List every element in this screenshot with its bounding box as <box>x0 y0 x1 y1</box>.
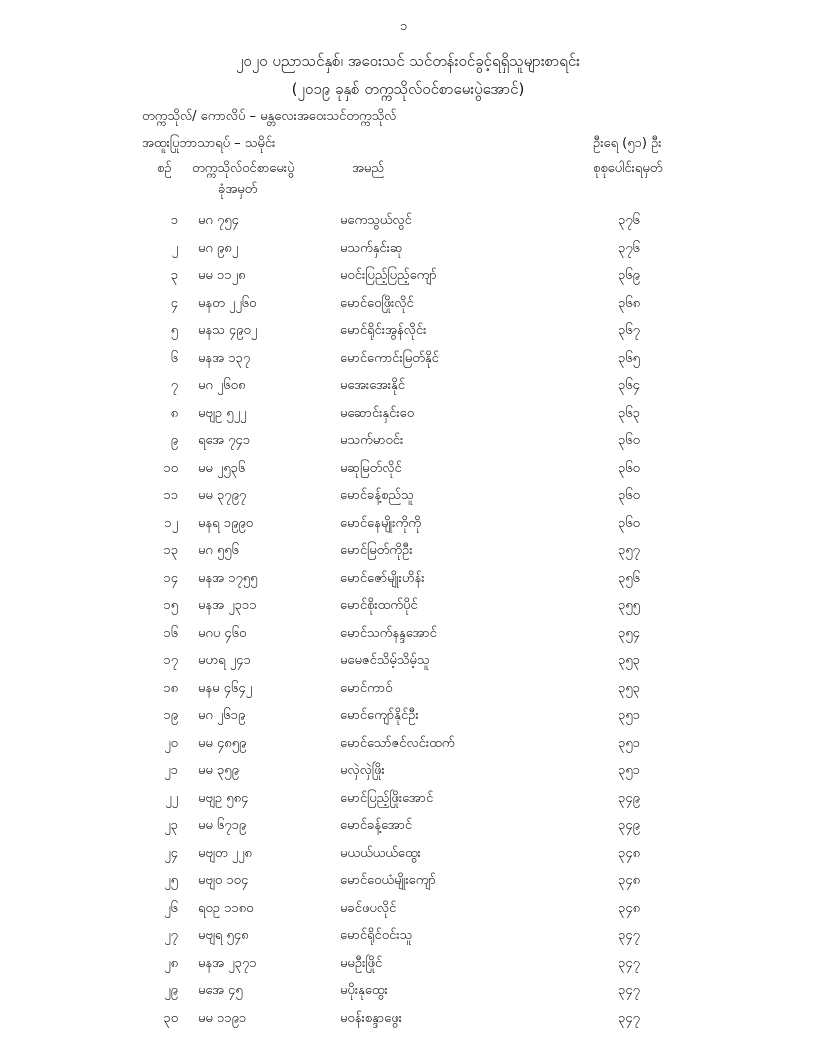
table-row <box>0 240 816 262</box>
serial-cell: ၆ <box>170 350 178 366</box>
score-cell: ၃၆၄ <box>618 378 640 393</box>
name-cell: မသက်မာဝင်း <box>340 433 404 448</box>
table-row <box>0 955 816 977</box>
score-cell: ၃၅၁ <box>618 763 640 778</box>
serial-cell: ၂၉ <box>164 983 178 998</box>
serial-cell: ၁၃ <box>163 543 178 558</box>
name-cell: မောင်ခန့်အောင် <box>340 818 413 833</box>
roll-number-cell: မမ ၃၇၉၇ <box>198 488 247 503</box>
serial-cell: ၅ <box>170 323 178 338</box>
document-subtitle: (၂၀၁၉ ခုနှစ် တက္ကသိုလ်ဝင်စာမေးပွဲအောင်) <box>291 80 525 98</box>
roll-number-cell: မနအ ၁၃၇ <box>198 350 251 366</box>
roll-number-cell: မဂပ ၄၆၀ <box>198 625 247 641</box>
serial-cell: ၂၈ <box>164 955 178 971</box>
name-cell: မောင်မြတ်ကိုဦး <box>340 543 413 558</box>
name-cell: မကေသွယ်လွင် <box>340 213 412 228</box>
column-header-roll-line2: ခုံအမှတ် <box>218 182 258 197</box>
table-row <box>0 927 816 949</box>
serial-cell: ၂ <box>171 240 178 256</box>
table-row <box>0 432 816 454</box>
column-header-score: စုစုပေါင်းရမှတ် <box>593 161 663 176</box>
score-cell: ၃၇၆ <box>618 213 640 228</box>
name-cell: မောင်ရိုင်ဝင်းသူ <box>340 928 413 943</box>
roll-number-cell: မနအ ၂၃၇၁ <box>198 955 257 971</box>
score-cell: ၃၆၀ <box>618 488 640 503</box>
table-row <box>0 762 816 784</box>
name-cell: မဆောင်းနှင်းဝေ <box>340 405 414 421</box>
page-number: ၁ <box>400 19 408 34</box>
score-cell: ၃၅၇ <box>618 543 640 558</box>
name-cell: မအေးအေးနိုင် <box>340 378 405 393</box>
name-cell: မပိုးနုထွေး <box>340 983 388 998</box>
name-cell: မမဦးဖြိုင် <box>340 955 383 971</box>
name-cell: မောင်ကျော်နိုင်ဦး <box>340 708 419 723</box>
roll-number-cell: မမ ၁၁၂၈ <box>198 268 246 283</box>
score-cell: ၃၄၇ <box>618 983 640 998</box>
serial-cell: ၃ <box>170 268 178 283</box>
table-row <box>0 542 816 564</box>
roll-number-cell: ရအေ ၇၄၁ <box>198 433 251 448</box>
serial-cell: ၂၄ <box>164 845 178 861</box>
score-cell: ၃၄၉ <box>618 818 640 833</box>
column-header-name: အမည် <box>352 161 384 176</box>
roll-number-cell: မဂ ၇၅၄ <box>198 213 239 228</box>
name-cell: မဝင်းပြည့်ပြည့်ကျော် <box>340 268 437 283</box>
roll-number-cell: မဗျရ ၅၄၈ <box>198 928 249 943</box>
score-cell: ၃၅၆ <box>618 570 640 586</box>
serial-cell: ၁၁ <box>163 488 178 503</box>
roll-number-cell: မမ ၂၅၃၆ <box>198 460 246 476</box>
roll-number-cell: မနရ ၁၉၉၀ <box>198 515 254 531</box>
score-cell: ၃၄၈ <box>618 900 641 916</box>
roll-number-cell: မဗျတ ၂၂၈ <box>198 845 252 861</box>
name-cell: မောင်ဝေဖြိုးလိုင် <box>340 295 414 311</box>
table-row <box>0 570 816 592</box>
score-cell: ၃၆၈ <box>618 295 641 311</box>
serial-cell: ၁၆ <box>163 625 178 641</box>
table-row <box>0 377 816 399</box>
table-row <box>0 212 816 234</box>
serial-cell: ၂၅ <box>164 873 178 888</box>
roll-number-cell: မနမ ၄၆၄၂ <box>198 680 253 696</box>
serial-cell: ၂၂ <box>165 790 178 806</box>
serial-cell: ၃၀ <box>163 1010 178 1026</box>
table-row <box>0 790 816 812</box>
serial-cell: ၁၂ <box>164 515 178 531</box>
serial-cell: ၇ <box>170 378 178 393</box>
name-cell: မောင်ကာဝ် <box>340 680 393 696</box>
table-row <box>0 1010 816 1032</box>
roll-number-cell: မမ ၄၈၅၉ <box>198 735 247 751</box>
name-cell: မောင်နေမျိုးကိုကို <box>340 515 421 531</box>
name-cell: မဝန်းစန္ဒာဖွေး <box>340 1010 402 1026</box>
roll-number-cell: မဗျဥ ၅၈၄ <box>198 790 249 806</box>
score-cell: ၃၅၄ <box>618 625 640 641</box>
serial-cell: ၂၇ <box>164 928 178 943</box>
roll-number-cell: မမ ၆၇၁၉ <box>198 818 247 833</box>
table-row <box>0 460 816 482</box>
name-cell: မောင်ပြည့်ဖြိုးအောင် <box>340 790 434 806</box>
roll-number-cell: ရဝဥ ၁၁၈၀ <box>198 900 254 916</box>
serial-cell: ၁ <box>170 213 178 228</box>
score-cell: ၃၄၇ <box>618 955 640 971</box>
roll-number-cell: မနအ ၂၃၁၁ <box>198 598 257 613</box>
score-cell: ၃၆၀ <box>618 433 640 448</box>
name-cell: မောင်ခန့်စည်သူ <box>340 488 414 503</box>
table-row <box>0 405 816 427</box>
table-row <box>0 295 816 317</box>
roll-number-cell: မဂ ၉၈၂ <box>198 240 239 256</box>
score-cell: ၃၆၇ <box>618 323 640 338</box>
table-row <box>0 900 816 922</box>
score-cell: ၃၄၈ <box>618 873 641 888</box>
name-cell: မခင်ဖပလိုင် <box>340 900 397 916</box>
name-cell: မယယ်ယယ်ထွေး <box>340 845 421 861</box>
score-cell: ၃၅၁ <box>618 735 640 751</box>
name-cell: မသက်နှင်းဆု <box>340 240 403 256</box>
serial-cell: ၈ <box>170 405 178 421</box>
serial-cell: ၂၁ <box>164 763 178 778</box>
major-line: အထူးပြုဘာသာရပ် – သမိုင်း <box>142 136 276 151</box>
name-cell: မောင်သက်နန္ဒအောင် <box>340 625 437 641</box>
table-row <box>0 515 816 537</box>
score-cell: ၃၅၅ <box>618 598 640 613</box>
score-cell: ၃၅၃ <box>618 653 640 668</box>
table-row <box>0 735 816 757</box>
table-row <box>0 350 816 372</box>
column-header-serial: စဉ် <box>157 161 172 176</box>
student-count: ဦးရေ (၅၁) ဦး <box>593 136 662 151</box>
roll-number-cell: မဂ ၅၅၆ <box>198 543 239 558</box>
score-cell: ၃၇၆ <box>618 240 640 256</box>
roll-number-cell: မဟရ ၂၄၁ <box>198 653 251 668</box>
serial-cell: ၂၆ <box>164 900 178 916</box>
serial-cell: ၂၀ <box>164 735 178 751</box>
table-row <box>0 680 816 702</box>
serial-cell: ၂၃ <box>164 818 178 833</box>
table-row <box>0 597 816 619</box>
score-cell: ၃၆၉ <box>618 268 640 283</box>
score-cell: ၃၆၅ <box>618 350 640 366</box>
table-row <box>0 652 816 674</box>
serial-cell: ၉ <box>170 433 178 448</box>
roll-number-cell: မနတ ၂၂၆၀ <box>198 295 257 311</box>
serial-cell: ၁၇ <box>163 653 178 668</box>
roll-number-cell: မမ ၃၅၉ <box>198 763 239 778</box>
name-cell: မောင်စိုးထက်ပိုင် <box>340 598 418 613</box>
roll-number-cell: မနအ ၁၇၅၅ <box>198 570 258 586</box>
table-row <box>0 322 816 344</box>
serial-cell: ၁၈ <box>163 680 178 696</box>
roll-number-cell: မအေ ၄၅ <box>198 983 243 998</box>
score-cell: ၃၅၁ <box>618 708 640 723</box>
serial-cell: ၁၀ <box>163 460 178 476</box>
score-cell: ၃၅၃ <box>618 680 640 696</box>
name-cell: မောင်ကောင်းမြတ်နိုင် <box>340 350 439 366</box>
table-row <box>0 982 816 1004</box>
table-row <box>0 487 816 509</box>
roll-number-cell: မမ ၁၁၉၁ <box>198 1010 247 1026</box>
name-cell: မမေဇင်သိမ့်သိမ့်သူ <box>340 653 430 668</box>
score-cell: ၃၆၀ <box>618 460 640 476</box>
roll-number-cell: မဗျဥ ၅၂၂ <box>198 405 247 421</box>
name-cell: မောင်ဇော်မျိုးဟိန်း <box>340 570 425 586</box>
table-row <box>0 267 816 289</box>
table-row <box>0 817 816 839</box>
score-cell: ၃၄၇ <box>618 1010 640 1026</box>
name-cell: မဆုမြတ်လိုင် <box>340 460 402 476</box>
column-header-roll-line1: တက္ကသိုလ်ဝင်စာမေးပွဲ <box>192 161 295 176</box>
document-title: ၂၀၂၀ ပညာသင်နှစ်၊ အဝေးသင် သင်တန်းဝင်ခွင့်ရရှိသူများစာရင်း <box>236 52 580 70</box>
score-cell: ၃၄၉ <box>618 790 640 806</box>
name-cell: မလှဲလှဲဖြိုး <box>340 763 385 778</box>
name-cell: မောင်သော်ဇင်လင်းထက် <box>340 735 455 751</box>
roll-number-cell: မဂ ၂၆၀၈ <box>198 378 246 393</box>
table-row <box>0 625 816 647</box>
table-row <box>0 707 816 729</box>
roll-number-cell: မဂ ၂၆၁၉ <box>198 708 246 723</box>
serial-cell: ၁၅ <box>163 598 178 613</box>
score-cell: ၃၄၈ <box>618 845 641 861</box>
university-line: တက္ကသိုလ်/ ကောလိပ် – မန္တလေးအဝေးသင်တက္ကသိုလ် <box>142 109 397 124</box>
table-row <box>0 872 816 894</box>
table-row <box>0 845 816 867</box>
name-cell: မောင်ရိုင်းအွန်လိုင်း <box>340 323 427 338</box>
roll-number-cell: မဗျဝ ၁၀၄ <box>198 873 249 888</box>
roll-number-cell: မနသ ၄၉၀၂ <box>198 323 258 338</box>
serial-cell: ၁၉ <box>163 708 178 723</box>
score-cell: ၃၄၇ <box>618 928 640 943</box>
serial-cell: ၄ <box>170 295 178 311</box>
name-cell: မောင်ဝေယံမျိုးကျော် <box>340 873 436 888</box>
serial-cell: ၁၄ <box>163 570 178 586</box>
score-cell: ၃၆၃ <box>618 405 640 421</box>
score-cell: ၃၆၀ <box>618 515 640 531</box>
